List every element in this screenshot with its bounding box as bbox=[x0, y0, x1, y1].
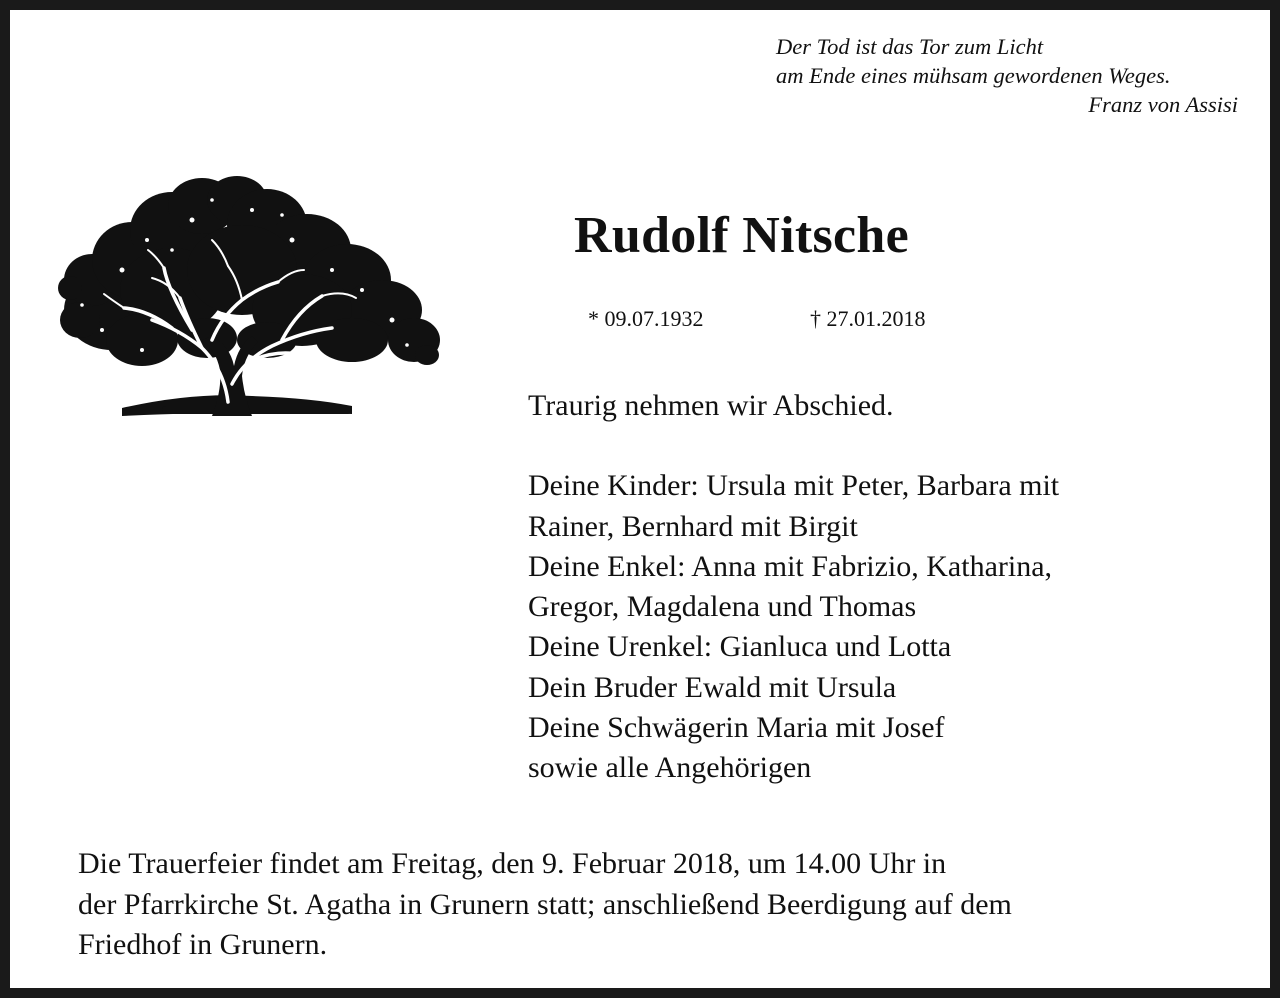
family-line: Gregor, Magdalena und Thomas bbox=[528, 590, 917, 624]
death-date: † 27.01.2018 bbox=[810, 306, 926, 331]
quote-line-2: am Ende eines mühsam gewordenen Weges. bbox=[776, 63, 1171, 88]
quote-block bbox=[776, 32, 1238, 119]
family-line: Rainer, Bernhard mit Birgit bbox=[528, 509, 858, 543]
ceremony-line: Die Trauerfeier findet am Freitag, den 9. Februar 2018, um 14.00 Uhr in bbox=[78, 847, 947, 880]
quote-line-1: Der Tod ist das Tor zum Licht bbox=[776, 34, 1044, 59]
ceremony-line: der Pfarrkirche St. Agatha in Grunern statt; anschließend Beerdigung auf dem bbox=[78, 887, 1012, 921]
family-line: Deine Schwägerin Maria mit Josef bbox=[528, 711, 945, 745]
family-line: Deine Kinder: Ursula mit Peter, Barbara mit bbox=[528, 469, 1060, 503]
deceased-name: Rudolf Nitsche bbox=[574, 207, 909, 264]
family-line: sowie alle Angehörigen bbox=[528, 751, 812, 785]
family-line: Deine Enkel: Anna mit Fabrizio, Katharina, bbox=[528, 549, 1053, 583]
oak-tree-silhouette-icon bbox=[52, 170, 442, 426]
family-line: Dein Bruder Ewald mit Ursula bbox=[528, 670, 897, 704]
spacer bbox=[528, 426, 1228, 466]
birth-date: * 09.07.1932 bbox=[588, 306, 704, 331]
farewell-text: Traurig nehmen wir Abschied. bbox=[528, 389, 894, 422]
funeral-service-info bbox=[78, 844, 1228, 966]
mourners-block bbox=[528, 386, 1228, 789]
ceremony-line: Friedhof in Grunern. bbox=[78, 928, 328, 961]
quote-author: Franz von Assisi bbox=[1088, 92, 1238, 117]
family-line: Deine Urenkel: Gianluca und Lotta bbox=[528, 630, 952, 664]
